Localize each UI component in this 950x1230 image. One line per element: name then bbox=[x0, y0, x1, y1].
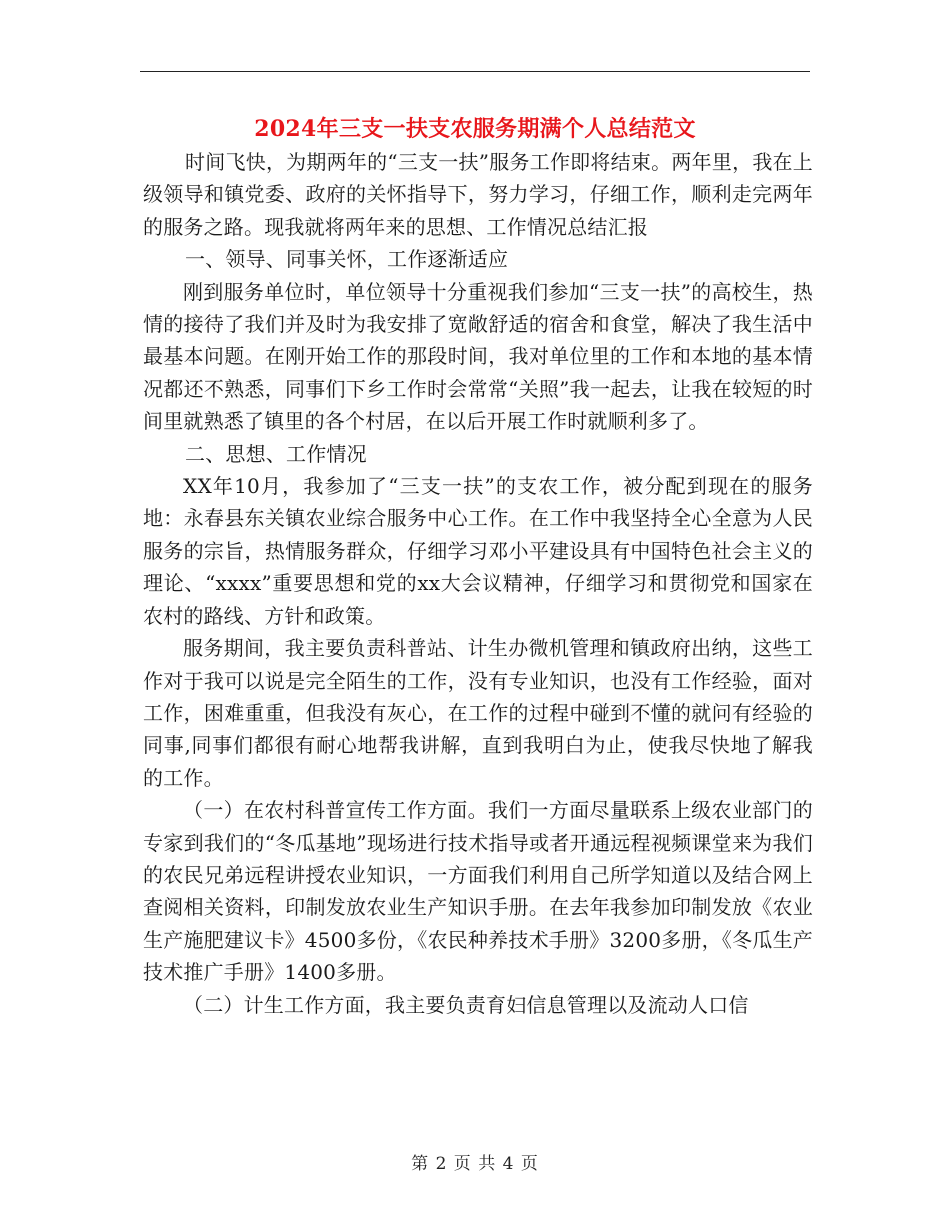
paragraph-section-2: XX年10月，我参加了“三支一扶”的支农工作，被分配到现在的服务地：永春县东关镇农业综合服务中心工作。在工作中我坚持全心全意为人民服务的宗旨，热情服务群众，仔细学习邓小平建设具有中国特色社会主义的理论、“xxxx”重要思想和党的xx大会议精神，仔细学习和贯彻党和国家在农村的路线、方针和政策。 bbox=[143, 474, 813, 628]
header-rule bbox=[140, 71, 810, 72]
document-title: 2024年三支一扶支农服务期满个人总结范文 bbox=[254, 116, 696, 142]
document-body bbox=[143, 146, 813, 1021]
paragraph-subsection-2: （二）计生工作方面，我主要负责育妇信息管理以及流动人口信 bbox=[183, 992, 749, 1017]
paragraph-duties: 服务期间，我主要负责科普站、计生办微机管理和镇政府出纳，这些工作对于我可以说是完全陌生的工作，没有专业知识，也没有工作经验，面对工作，困难重重，但我没有灰心，在工作的过程中碰到不懂的就问有经验的同事,同事们都很有耐心地帮我讲解，直到我明白为止，使我尽快地了解我的工作。 bbox=[143, 636, 813, 790]
section-heading-1: 一、领导、同事关怀，工作逐渐适应 bbox=[185, 247, 509, 272]
paragraph-subsection-1: （一）在农村科普宣传工作方面。我们一方面尽量联系上级农业部门的专家到我们的“冬瓜基地”现场进行技术指导或者开通远程视频课堂来为我们的农民兄弟远程讲授农业知识，一方面我们利用自己所学知道以及结合网上查阅相关资料，印制发放农业生产知识手册。在去年我参加印制发放《农业生产施肥建议卡》4500多份，《农民种养技术手册》3200多册，《冬瓜生产技术推广手册》1400多册。 bbox=[143, 798, 813, 985]
paragraph-intro: 时间飞快，为期两年的“三支一扶”服务工作即将结束。两年里，我在上级领导和镇党委、政府的关怀指导下，努力学习，仔细工作，顺利走完两年的服务之路。现我就将两年来的思想、工作情况总结汇报 bbox=[143, 150, 813, 239]
paragraph-section-1: 刚到服务单位时，单位领导十分重视我们参加“三支一扶”的高校生，热情的接待了我们并及时为我安排了宽敞舒适的宿舍和食堂，解决了我生活中最基本问题。在刚开始工作的那段时间，我对单位里的工作和本地的基本情况都还不熟悉，同事们下乡工作时会常常“关照”我一起去，让我在较短的时间里就熟悉了镇里的各个村居，在以后开展工作时就顺利多了。 bbox=[143, 279, 813, 434]
section-heading-2: 二、思想、工作情况 bbox=[185, 441, 367, 466]
page-footer: 第 2 页 共 4 页 bbox=[411, 1154, 539, 1174]
